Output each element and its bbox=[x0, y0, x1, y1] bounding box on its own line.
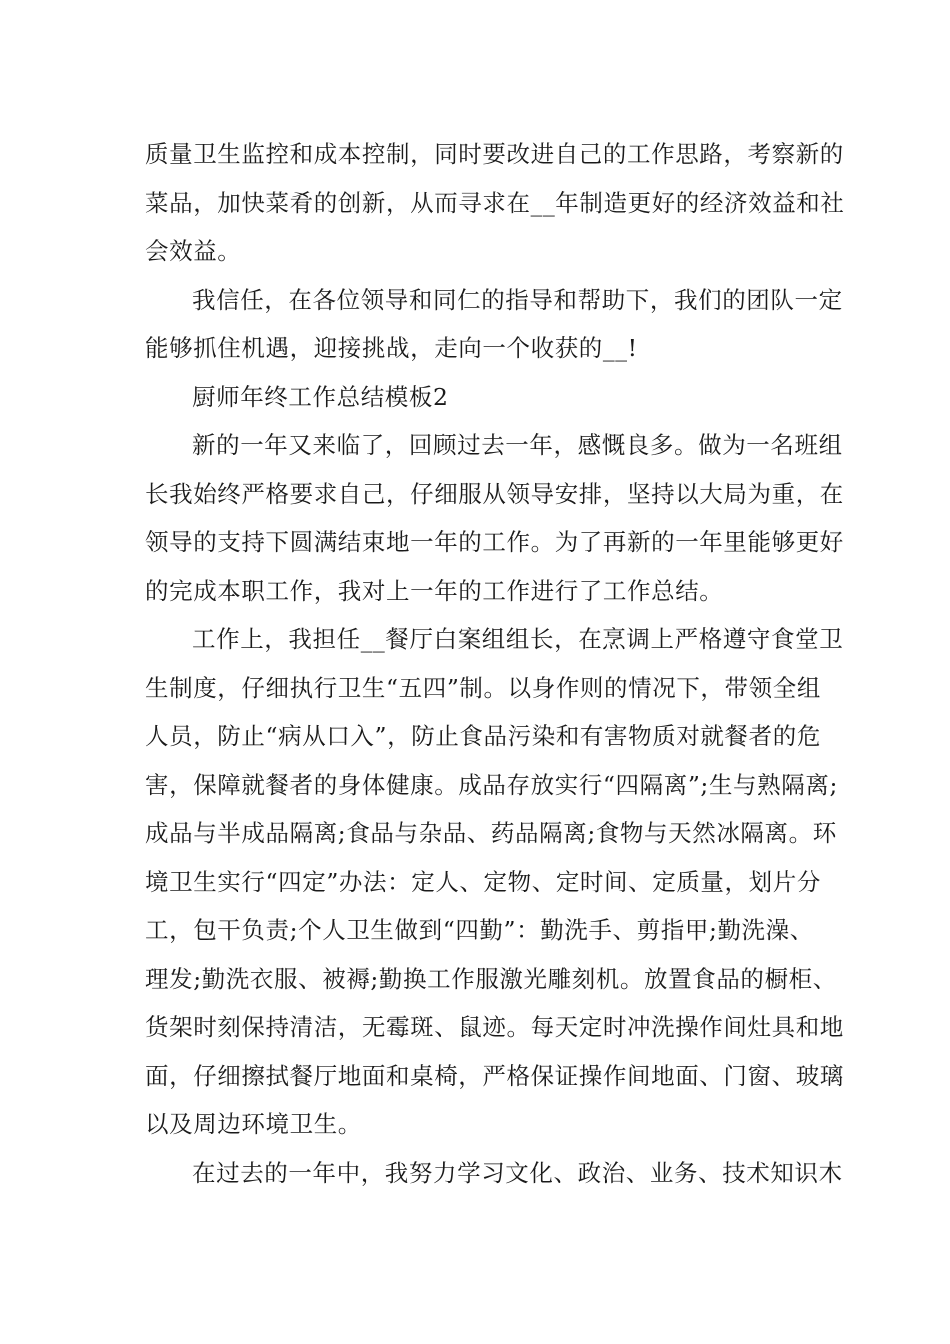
text-line: 理发;勤洗衣服、被褥;勤换工作服激光雕刻机。放置食品的橱柜、 bbox=[145, 964, 837, 993]
document-body bbox=[145, 130, 845, 1197]
text-line: 面，仔细擦拭餐厅地面和桌椅，严格保证操作间地面、门窗、玻璃 bbox=[145, 1061, 844, 1090]
text-line: 工，包干负责;个人卫生做到“四勤”：勤洗手、剪指甲;勤洗澡、 bbox=[145, 916, 814, 944]
text-line: 以及周边环境卫生。 bbox=[145, 1110, 362, 1138]
text-line: 领导的支持下圆满结束地一年的工作。为了再新的一年里能够更好 bbox=[145, 528, 844, 556]
text-line: 成品与半成品隔离;食品与杂品、药品隔离;食物与天然冰隔离。环 bbox=[145, 819, 837, 847]
text-line: 质量卫生监控和成本控制，同时要改进自己的工作思路，考察新的 bbox=[145, 140, 844, 168]
text-line: 能够抓住机遇，迎接挑战，走向一个收获的__! bbox=[145, 334, 638, 362]
text-line: 菜品，加快菜肴的创新，从而寻求在__年制造更好的经济效益和社 bbox=[145, 188, 845, 217]
text-line: 新的一年又来临了，回顾过去一年，感慨良多。做为一名班组 bbox=[192, 431, 843, 459]
text-line: 我信任，在各位领导和同仁的指导和帮助下，我们的团队一定 bbox=[192, 285, 843, 314]
text-line: 工作上，我担任__餐厅白案组组长，在烹调上严格遵守食堂卫 bbox=[192, 625, 844, 653]
text-line: 货架时刻保持清洁，无霉斑、鼠迹。每天定时冲洗操作间灶具和地 bbox=[145, 1013, 844, 1041]
text-line: 生制度，仔细执行卫生“五四”制。以身作则的情况下，带领全组 bbox=[145, 673, 821, 702]
text-line: 在过去的一年中，我努力学习文化、政治、业务、技术知识木 bbox=[192, 1158, 843, 1187]
text-line: 害，保障就餐者的身体健康。成品存放实行“四隔离”;生与熟隔离; bbox=[145, 770, 838, 799]
text-line: 境卫生实行“四定”办法：定人、定物、定时间、定质量，划片分 bbox=[145, 867, 821, 896]
text-line: 人员，防止“病从口入”，防止食品污染和有害物质对就餐者的危 bbox=[145, 722, 821, 750]
text-line: 会效益。 bbox=[145, 237, 242, 265]
text-line: 的完成本职工作，我对上一年的工作进行了工作总结。 bbox=[145, 576, 724, 605]
text-line: 长我始终严格要求自己，仔细服从领导安排，坚持以大局为重，在 bbox=[145, 479, 844, 508]
section-heading: 厨师年终工作总结模板2 bbox=[192, 382, 449, 411]
